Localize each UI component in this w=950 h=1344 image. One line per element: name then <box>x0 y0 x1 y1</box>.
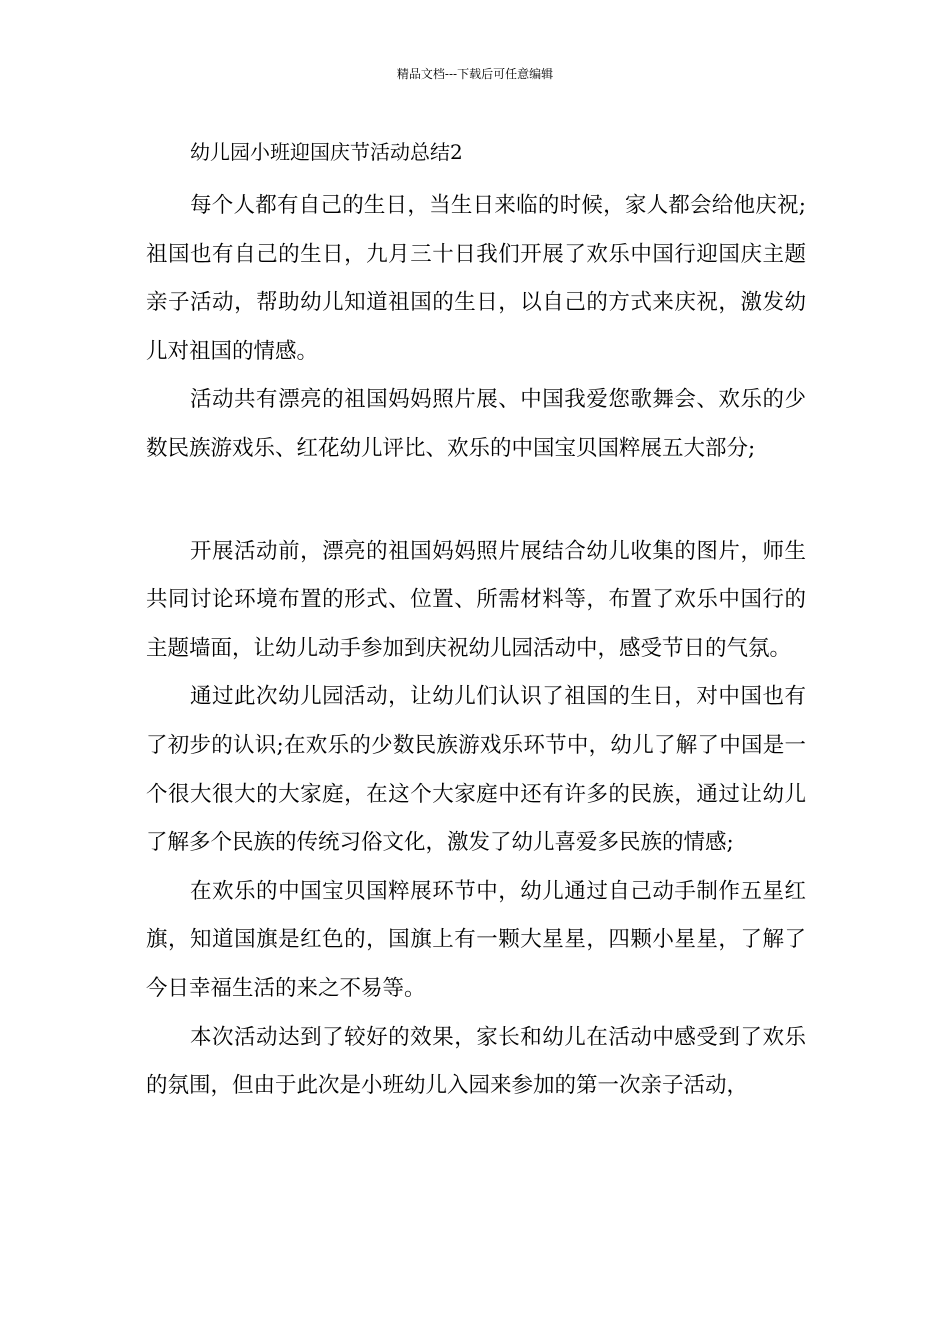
paragraph-gap <box>146 474 806 528</box>
document-title: 幼儿园小班迎国庆节活动总结2 <box>190 140 463 164</box>
paragraph: 本次活动达到了较好的效果，家长和幼儿在活动中感受到了欢乐的氛围，但由于此次是小班幼儿入园来参加的第一次亲子活动， <box>146 1024 806 1099</box>
paragraph: 在欢乐的中国宝贝国粹展环节中，幼儿通过自己动手制作五星红旗，知道国旗是红色的，国旗上有一颗大星星，四颗小星星，了解了今日幸福生活的来之不易等。 <box>146 878 806 1001</box>
paragraph: 开展活动前，漂亮的祖国妈妈照片展结合幼儿收集的图片，师生共同讨论环境布置的形式、位置、所需材料等，布置了欢乐中国行的主题墙面，让幼儿动手参加到庆祝幼儿园活动中，感受节日的气氛。 <box>146 538 806 661</box>
document-body <box>146 182 806 1111</box>
paragraph: 通过此次幼儿园活动，让幼儿们认识了祖国的生日，对中国也有了初步的认识;在欢乐的少数民族游戏乐环节中，幼儿了解了中国是一个很大很大的大家庭，在这个大家庭中还有许多的民族，通过让幼儿了解多个民族的传统习俗文化，激发了幼儿喜爱多民族的情感; <box>146 684 806 856</box>
page-header: 精品文档---下载后可任意编辑 <box>396 67 554 81</box>
paragraph: 每个人都有自己的生日，当生日来临的时候，家人都会给他庆祝;祖国也有自己的生日，九月三十日我们开展了欢乐中国行迎国庆主题亲子活动，帮助幼儿知道祖国的生日，以自己的方式来庆祝，激发幼儿对祖国的情感。 <box>146 193 806 364</box>
paragraph: 活动共有漂亮的祖国妈妈照片展、中国我爱您歌舞会、欢乐的少数民族游戏乐、红花幼儿评比、欢乐的中国宝贝国粹展五大部分; <box>146 387 806 461</box>
